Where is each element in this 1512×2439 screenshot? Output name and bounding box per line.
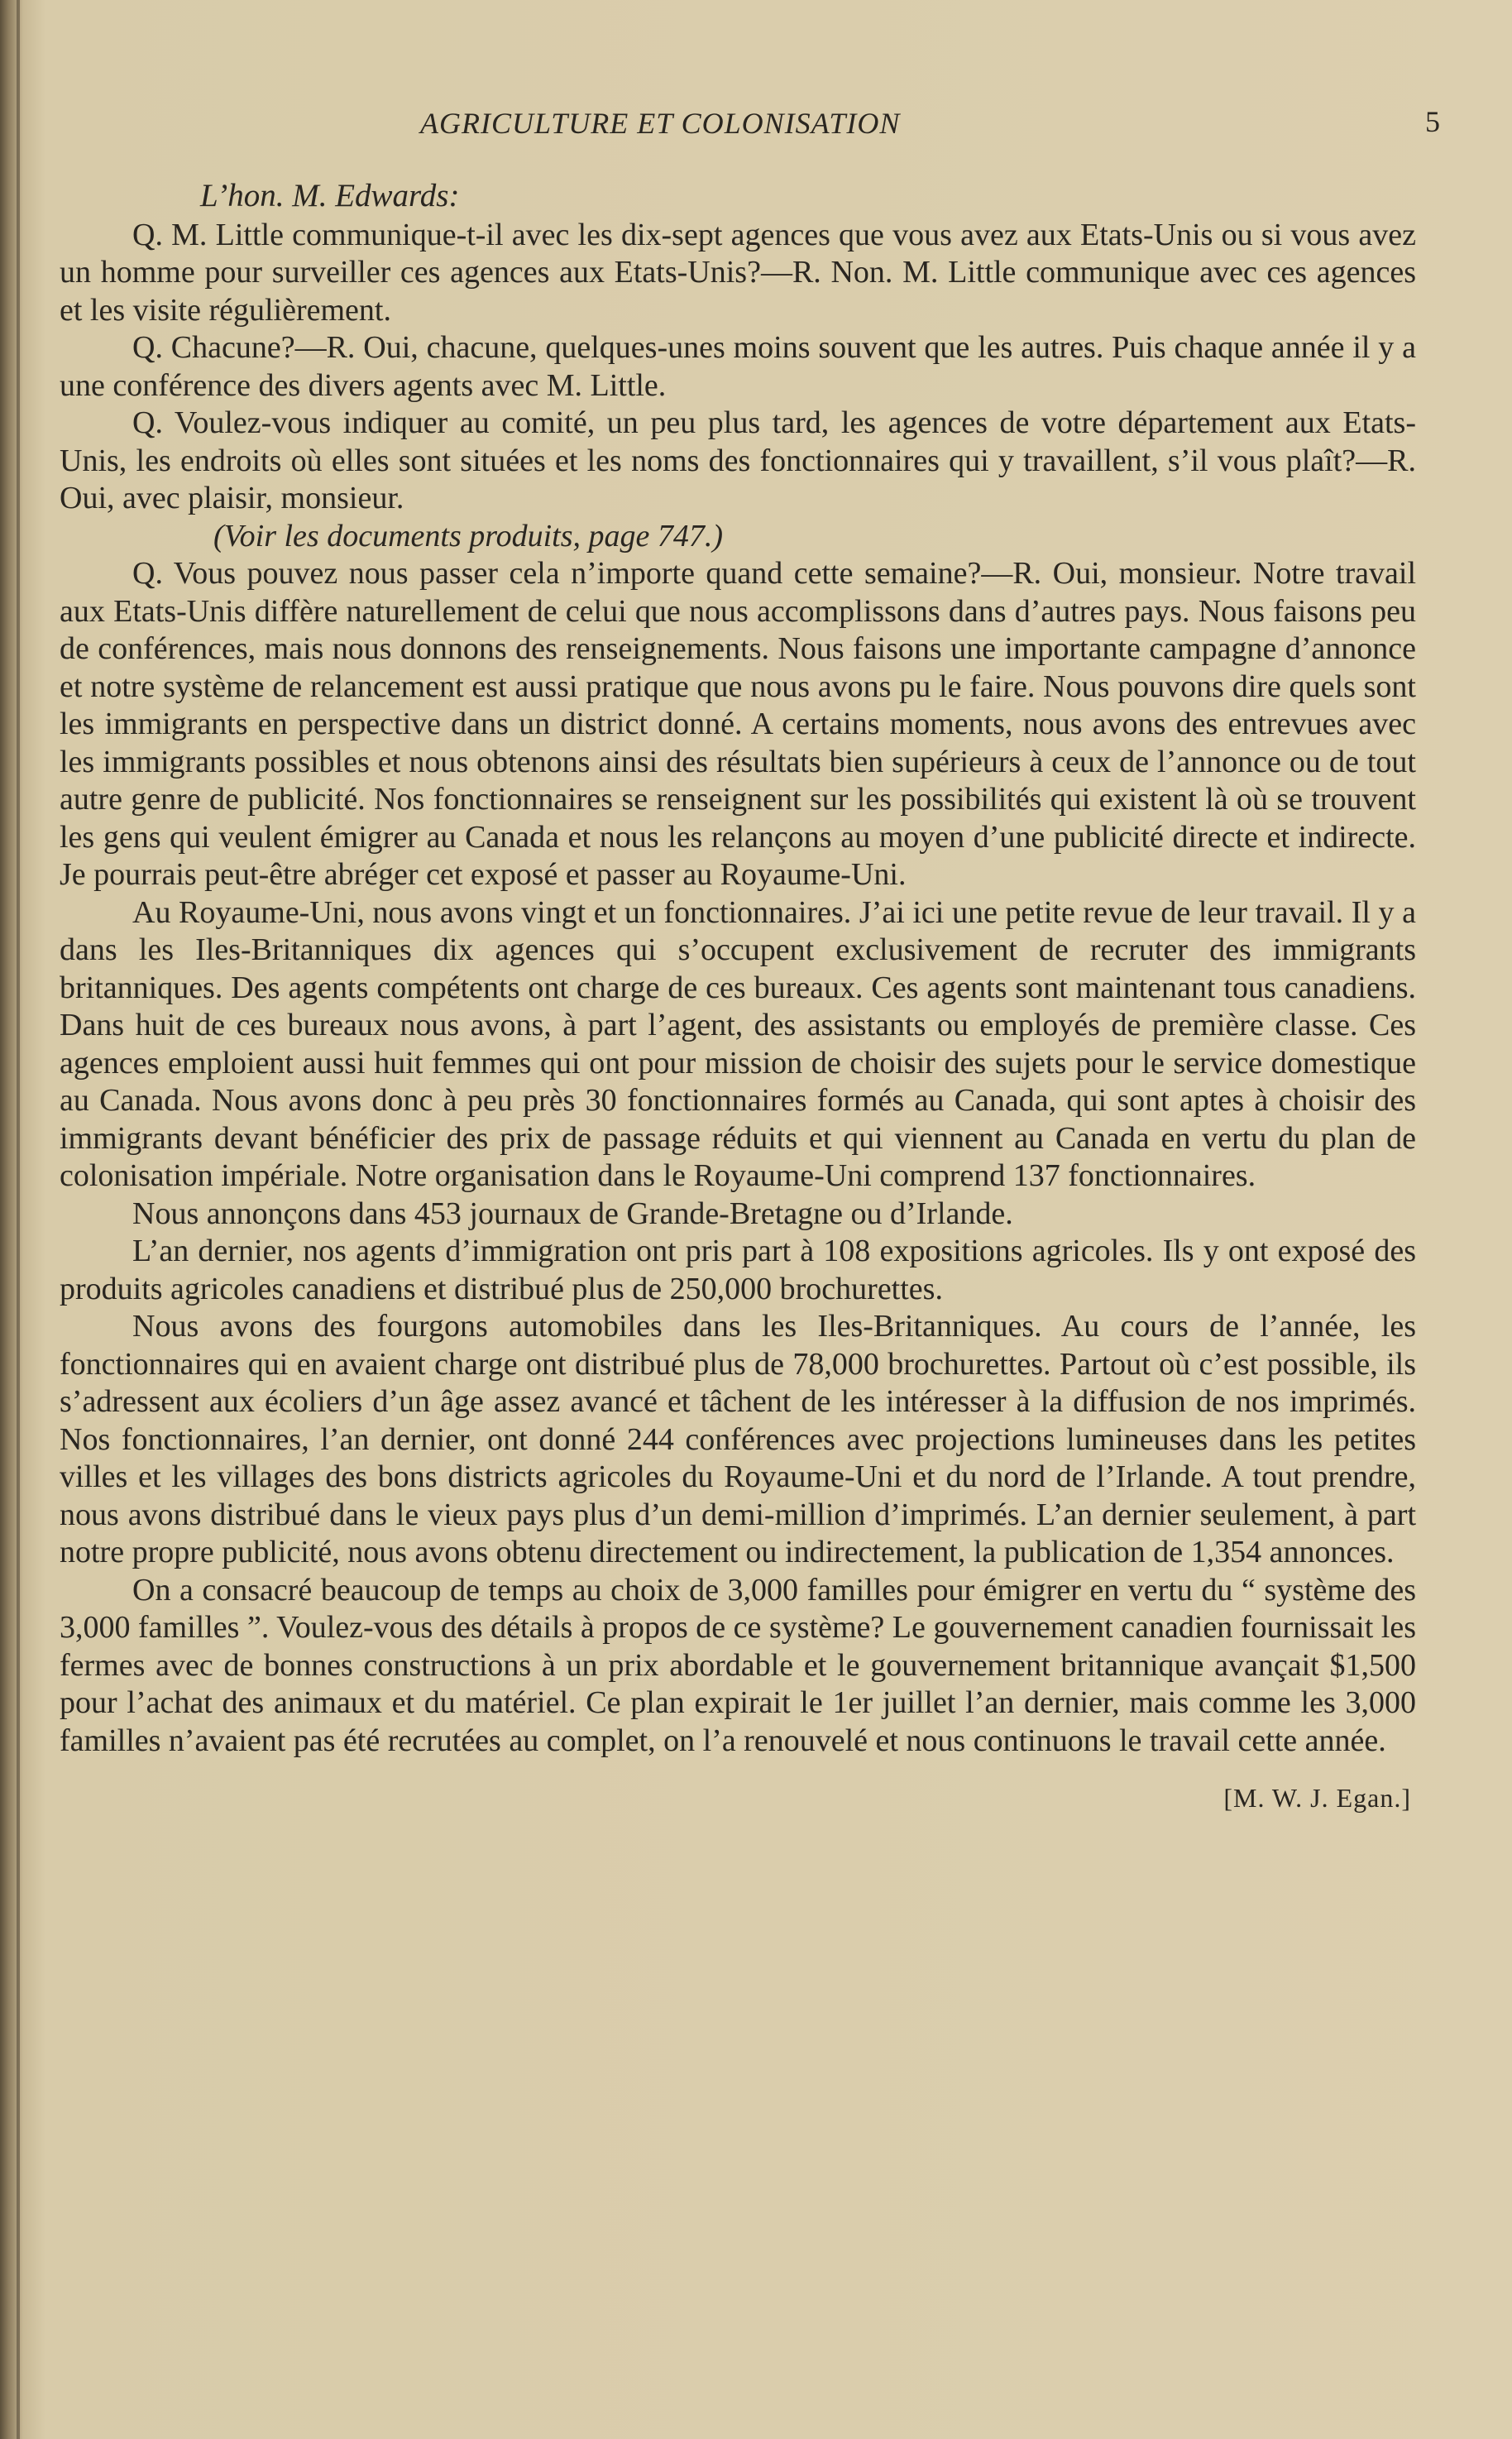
paragraph: Au Royaume-Uni, nous avons vingt et un fonctionnaires. J’ai ici une petite revue de leur travail. Il y a dans les Iles-Britanniques dix agences qui s’occupent exclusivement de recruter des immigrants britanniques. Des agents compétents ont charge de ces bureaux. Ces agents sont maintenant tous canadiens. Dans huit de ces bureaux nous avons, à part l’agent, des assistants ou employés de première classe. Ces agences emploient aussi huit femmes qui ont pour mission de choisir des sujets pour le service domestique au Canada. Nous avons donc à peu près 30 fonctionnaires formés au Canada, qui sont aptes à choisir des immigrants devant bénéficier des prix de passage réduits et qui viennent au Canada en vertu du plan de colonisation impériale. Notre organisation dans le Royaume-Uni comprend 137 fonctionnaires. — [60, 894, 1416, 1193]
paragraph: Q. Voulez-vous indiquer au comité, un peu plus tard, les agences de votre département aux Etats-Unis, les endroits où elles sont situées et les noms des fonctionnaires qui y travaillent, s’il vous plaît?—R. Oui, avec plaisir, monsieur. — [60, 405, 1416, 515]
speaker-label: L’hon. M. Edwards: — [200, 178, 460, 213]
paragraph: Q. M. Little communique-t-il avec les dix-sept agences que vous avez aux Etats-Unis ou si vous avez un homme pour surveiller ces agences aux Etats-Unis?—R. Non. M. Little communique avec ces agences et les visite régulièrement. — [60, 217, 1416, 328]
page-header — [60, 98, 1441, 147]
paragraph: L’an dernier, nos agents d’immigration ont pris part à 108 expositions agricoles. Ils y ont exposé des produits agricoles canadiens et distribué plus de 250,000 brochurettes. — [60, 1234, 1416, 1306]
document-page — [60, 98, 1441, 1818]
page-number: 5 — [1425, 105, 1441, 138]
paragraph: On a consacré beaucoup de temps au choix de 3,000 familles pour émigrer en vertu du “ système des 3,000 familles ”. Voulez-vous des détails à propos de ce système? Le gouvernement canadien fournissait les fermes avec de bonnes constructions à un prix abordable et le gouvernement britannique avançait $1,500 pour l’achat des animaux et du matériel. Ce plan expirait le 1er juillet l’an dernier, mais comme les 3,000 familles n’avaient pas été recrutées au complet, on l’a renouvelé et nous continuons le travail cette année. — [60, 1572, 1416, 1758]
documents-note: (Voir les documents produits, page 747.) — [213, 518, 724, 553]
facing-page-edge — [2, 910, 23, 2317]
paragraph: Q. Chacune?—R. Oui, chacune, quelques-unes moins souvent que les autres. Puis chaque année il y a une conférence des divers agents avec M. Little. — [60, 330, 1416, 403]
speaker-signature: [M. W. J. Egan.] — [1223, 1783, 1411, 1813]
running-head: AGRICULTURE ET COLONISATION — [420, 107, 901, 140]
paragraph: Q. Vous pouvez nous passer cela n’importe quand cette semaine?—R. Oui, monsieur. Notre travail aux Etats-Unis diffère naturellement de celui que nous accomplissons dans d’autres pays. Nous faisons peu de conférences, mais nous donnons des renseignements. Nous faisons une importante campagne d’annonce et notre système de relancement est aussi pratique que nous avons pu le faire. Nous pouvons dire quels sont les immigrants en perspective dans un district donné. A certains moments, nous avons des entrevues avec les immigrants possibles et nous obtenons ainsi des résultats bien supérieurs à ceux de l’annonce ou de tout autre genre de publicité. Nos fonctionnaires se renseignent sur les possibilités qui existent là où se trouvent les gens qui veulent émigrer au Canada et nous les relançons au moyen d’une publicité directe et indirecte. Je pourrais peut-être abréger cet exposé et passer au Royaume-Uni. — [60, 556, 1416, 892]
paragraph: Nous annonçons dans 453 journaux de Grande-Bretagne ou d’Irlande. — [132, 1196, 1013, 1231]
paragraph: Nous avons des fourgons automobiles dans les Iles-Britanniques. Au cours de l’année, les fonctionnaires qui en avaient charge ont distribué plus de 78,000 brochurettes. Partout où c’est possible, ils s’adressent aux écoliers d’un âge assez avancé et tâchent de les intéresser à la diffusion de nos imprimés. Nos fonctionnaires, l’an dernier, ont donné 244 conférences avec projections lumineuses dans les petites villes et les villages des bons districts agricoles du Royaume-Uni et du nord de l’Irlande. A tout prendre, nous avons distribué dans le vieux pays plus d’un demi-million d’imprimés. L’an dernier seulement, à part notre propre publicité, nous avons obtenu directement ou indirectement, la publication de 1,354 annonces. — [60, 1309, 1416, 1569]
body-text — [60, 177, 1416, 1818]
